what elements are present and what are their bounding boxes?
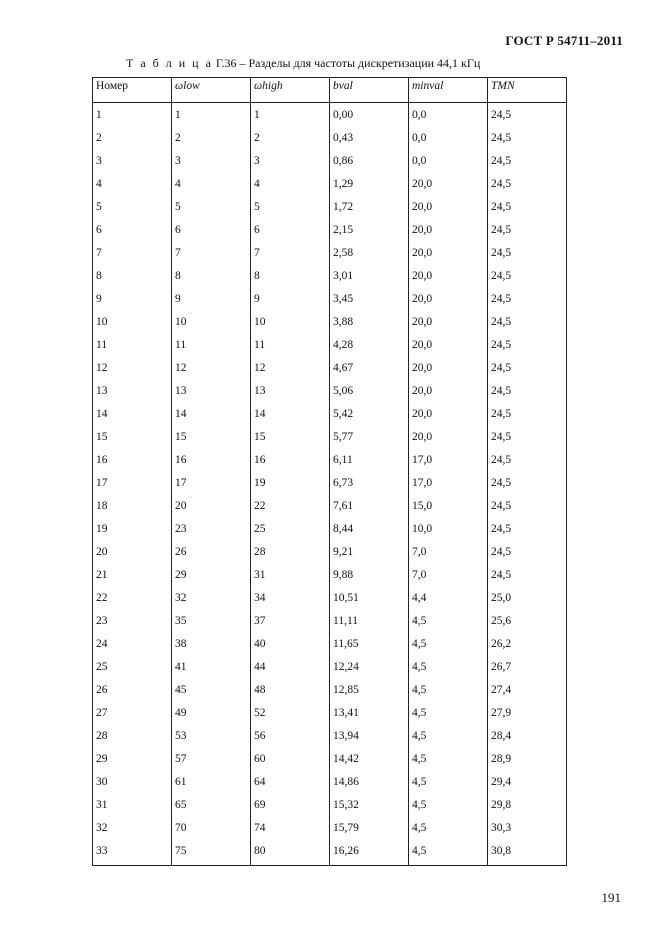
cell-tmn: 24,5 bbox=[488, 379, 567, 402]
cell-bval: 5,42 bbox=[330, 402, 409, 425]
cell-minval: 20,0 bbox=[409, 333, 488, 356]
column-header-bval: bval bbox=[330, 78, 409, 103]
cell-bval: 9,21 bbox=[330, 540, 409, 563]
cell-bval: 12,85 bbox=[330, 678, 409, 701]
cell-wlow: 65 bbox=[172, 793, 251, 816]
cell-tmn: 24,5 bbox=[488, 448, 567, 471]
cell-minval: 20,0 bbox=[409, 195, 488, 218]
cell-whigh: 19 bbox=[251, 471, 330, 494]
caption-prefix: Т а б л и ц а bbox=[126, 56, 213, 70]
cell-number: 16 bbox=[93, 448, 172, 471]
cell-whigh: 56 bbox=[251, 724, 330, 747]
cell-wlow: 13 bbox=[172, 379, 251, 402]
cell-whigh: 7 bbox=[251, 241, 330, 264]
cell-number: 1 bbox=[93, 103, 172, 126]
cell-bval: 12,24 bbox=[330, 655, 409, 678]
table-row bbox=[93, 333, 567, 356]
table-row bbox=[93, 701, 567, 724]
table-row bbox=[93, 287, 567, 310]
cell-bval: 5,77 bbox=[330, 425, 409, 448]
cell-whigh: 37 bbox=[251, 609, 330, 632]
cell-tmn: 24,5 bbox=[488, 402, 567, 425]
cell-whigh: 52 bbox=[251, 701, 330, 724]
cell-wlow: 10 bbox=[172, 310, 251, 333]
table-row bbox=[93, 103, 567, 126]
cell-wlow: 9 bbox=[172, 287, 251, 310]
table-row bbox=[93, 126, 567, 149]
cell-minval: 0,0 bbox=[409, 149, 488, 172]
cell-minval: 20,0 bbox=[409, 218, 488, 241]
cell-bval: 2,58 bbox=[330, 241, 409, 264]
cell-number: 32 bbox=[93, 816, 172, 839]
cell-wlow: 75 bbox=[172, 839, 251, 866]
cell-wlow: 26 bbox=[172, 540, 251, 563]
cell-bval: 9,88 bbox=[330, 563, 409, 586]
cell-whigh: 60 bbox=[251, 747, 330, 770]
cell-bval: 3,88 bbox=[330, 310, 409, 333]
cell-tmn: 30,3 bbox=[488, 816, 567, 839]
cell-tmn: 24,5 bbox=[488, 103, 567, 126]
cell-number: 19 bbox=[93, 517, 172, 540]
cell-minval: 20,0 bbox=[409, 172, 488, 195]
cell-number: 31 bbox=[93, 793, 172, 816]
table-row bbox=[93, 425, 567, 448]
cell-number: 18 bbox=[93, 494, 172, 517]
cell-wlow: 29 bbox=[172, 563, 251, 586]
cell-minval: 4,5 bbox=[409, 724, 488, 747]
cell-whigh: 69 bbox=[251, 793, 330, 816]
cell-tmn: 24,5 bbox=[488, 471, 567, 494]
cell-whigh: 48 bbox=[251, 678, 330, 701]
table-row bbox=[93, 356, 567, 379]
table-row bbox=[93, 517, 567, 540]
table-row bbox=[93, 471, 567, 494]
cell-minval: 20,0 bbox=[409, 356, 488, 379]
column-header-number: Номер bbox=[93, 78, 172, 103]
table-row bbox=[93, 747, 567, 770]
cell-wlow: 15 bbox=[172, 425, 251, 448]
cell-minval: 4,5 bbox=[409, 678, 488, 701]
table-row bbox=[93, 724, 567, 747]
cell-bval: 4,67 bbox=[330, 356, 409, 379]
cell-tmn: 24,5 bbox=[488, 333, 567, 356]
column-header-whigh: ωhigh bbox=[251, 78, 330, 103]
cell-bval: 1,72 bbox=[330, 195, 409, 218]
cell-wlow: 3 bbox=[172, 149, 251, 172]
cell-number: 11 bbox=[93, 333, 172, 356]
cell-wlow: 53 bbox=[172, 724, 251, 747]
cell-tmn: 24,5 bbox=[488, 287, 567, 310]
cell-whigh: 14 bbox=[251, 402, 330, 425]
cell-bval: 13,41 bbox=[330, 701, 409, 724]
cell-bval: 0,43 bbox=[330, 126, 409, 149]
cell-tmn: 28,4 bbox=[488, 724, 567, 747]
cell-number: 33 bbox=[93, 839, 172, 866]
cell-minval: 4,5 bbox=[409, 839, 488, 866]
cell-minval: 20,0 bbox=[409, 379, 488, 402]
cell-number: 9 bbox=[93, 287, 172, 310]
cell-tmn: 24,5 bbox=[488, 126, 567, 149]
cell-whigh: 9 bbox=[251, 287, 330, 310]
cell-whigh: 8 bbox=[251, 264, 330, 287]
cell-bval: 14,86 bbox=[330, 770, 409, 793]
cell-minval: 17,0 bbox=[409, 448, 488, 471]
column-header-minval: minval bbox=[409, 78, 488, 103]
cell-number: 28 bbox=[93, 724, 172, 747]
cell-tmn: 29,4 bbox=[488, 770, 567, 793]
cell-bval: 15,79 bbox=[330, 816, 409, 839]
cell-wlow: 45 bbox=[172, 678, 251, 701]
cell-minval: 4,5 bbox=[409, 770, 488, 793]
table-row bbox=[93, 839, 567, 866]
cell-number: 2 bbox=[93, 126, 172, 149]
cell-minval: 4,5 bbox=[409, 701, 488, 724]
cell-tmn: 25,0 bbox=[488, 586, 567, 609]
cell-tmn: 24,5 bbox=[488, 241, 567, 264]
cell-minval: 10,0 bbox=[409, 517, 488, 540]
cell-bval: 3,01 bbox=[330, 264, 409, 287]
cell-tmn: 29,8 bbox=[488, 793, 567, 816]
cell-whigh: 4 bbox=[251, 172, 330, 195]
cell-whigh: 74 bbox=[251, 816, 330, 839]
cell-wlow: 49 bbox=[172, 701, 251, 724]
table-row bbox=[93, 793, 567, 816]
table-row bbox=[93, 816, 567, 839]
cell-wlow: 8 bbox=[172, 264, 251, 287]
table-row bbox=[93, 655, 567, 678]
cell-number: 30 bbox=[93, 770, 172, 793]
cell-wlow: 70 bbox=[172, 816, 251, 839]
caption-text: Г.36 – Разделы для частоты дискретизации 44,1 кГц bbox=[212, 56, 481, 70]
cell-bval: 14,42 bbox=[330, 747, 409, 770]
cell-bval: 5,06 bbox=[330, 379, 409, 402]
cell-minval: 7,0 bbox=[409, 563, 488, 586]
cell-number: 15 bbox=[93, 425, 172, 448]
cell-bval: 8,44 bbox=[330, 517, 409, 540]
cell-bval: 13,94 bbox=[330, 724, 409, 747]
cell-number: 5 bbox=[93, 195, 172, 218]
cell-number: 12 bbox=[93, 356, 172, 379]
cell-tmn: 24,5 bbox=[488, 425, 567, 448]
cell-bval: 1,29 bbox=[330, 172, 409, 195]
cell-wlow: 23 bbox=[172, 517, 251, 540]
cell-tmn: 26,7 bbox=[488, 655, 567, 678]
cell-whigh: 15 bbox=[251, 425, 330, 448]
cell-minval: 17,0 bbox=[409, 471, 488, 494]
cell-number: 25 bbox=[93, 655, 172, 678]
cell-wlow: 32 bbox=[172, 586, 251, 609]
cell-wlow: 1 bbox=[172, 103, 251, 126]
cell-minval: 20,0 bbox=[409, 402, 488, 425]
cell-minval: 20,0 bbox=[409, 264, 488, 287]
cell-wlow: 17 bbox=[172, 471, 251, 494]
cell-bval: 0,86 bbox=[330, 149, 409, 172]
cell-wlow: 14 bbox=[172, 402, 251, 425]
cell-number: 8 bbox=[93, 264, 172, 287]
cell-tmn: 27,4 bbox=[488, 678, 567, 701]
table-row bbox=[93, 149, 567, 172]
cell-minval: 20,0 bbox=[409, 425, 488, 448]
cell-wlow: 61 bbox=[172, 770, 251, 793]
cell-number: 22 bbox=[93, 586, 172, 609]
cell-minval: 4,5 bbox=[409, 632, 488, 655]
cell-whigh: 28 bbox=[251, 540, 330, 563]
cell-whigh: 6 bbox=[251, 218, 330, 241]
cell-number: 26 bbox=[93, 678, 172, 701]
table-row bbox=[93, 402, 567, 425]
cell-minval: 7,0 bbox=[409, 540, 488, 563]
cell-minval: 4,5 bbox=[409, 609, 488, 632]
cell-tmn: 24,5 bbox=[488, 264, 567, 287]
cell-tmn: 24,5 bbox=[488, 494, 567, 517]
cell-number: 20 bbox=[93, 540, 172, 563]
cell-tmn: 24,5 bbox=[488, 356, 567, 379]
cell-wlow: 35 bbox=[172, 609, 251, 632]
cell-bval: 11,65 bbox=[330, 632, 409, 655]
table-row bbox=[93, 678, 567, 701]
cell-tmn: 24,5 bbox=[488, 540, 567, 563]
cell-tmn: 24,5 bbox=[488, 149, 567, 172]
cell-tmn: 24,5 bbox=[488, 563, 567, 586]
cell-minval: 4,5 bbox=[409, 793, 488, 816]
cell-wlow: 7 bbox=[172, 241, 251, 264]
cell-bval: 16,26 bbox=[330, 839, 409, 866]
table-row bbox=[93, 563, 567, 586]
table-row bbox=[93, 195, 567, 218]
table-row bbox=[93, 264, 567, 287]
cell-tmn: 24,5 bbox=[488, 517, 567, 540]
cell-whigh: 25 bbox=[251, 517, 330, 540]
cell-minval: 0,0 bbox=[409, 103, 488, 126]
cell-minval: 20,0 bbox=[409, 287, 488, 310]
table-caption bbox=[126, 56, 596, 71]
cell-number: 29 bbox=[93, 747, 172, 770]
page-number: 191 bbox=[601, 890, 621, 905]
cell-number: 10 bbox=[93, 310, 172, 333]
standard-designation: ГОСТ Р 54711–2011 bbox=[505, 33, 623, 48]
cell-minval: 0,0 bbox=[409, 126, 488, 149]
cell-minval: 20,0 bbox=[409, 241, 488, 264]
cell-number: 24 bbox=[93, 632, 172, 655]
cell-minval: 4,4 bbox=[409, 586, 488, 609]
cell-wlow: 5 bbox=[172, 195, 251, 218]
cell-bval: 4,28 bbox=[330, 333, 409, 356]
table-row bbox=[93, 172, 567, 195]
cell-bval: 6,73 bbox=[330, 471, 409, 494]
column-header-tmn: TMN bbox=[488, 78, 567, 103]
table-row bbox=[93, 379, 567, 402]
column-header-wlow: ωlow bbox=[172, 78, 251, 103]
cell-whigh: 16 bbox=[251, 448, 330, 471]
cell-bval: 7,61 bbox=[330, 494, 409, 517]
table-row bbox=[93, 770, 567, 793]
cell-number: 7 bbox=[93, 241, 172, 264]
cell-whigh: 64 bbox=[251, 770, 330, 793]
cell-tmn: 24,5 bbox=[488, 310, 567, 333]
cell-wlow: 11 bbox=[172, 333, 251, 356]
cell-number: 27 bbox=[93, 701, 172, 724]
cell-wlow: 6 bbox=[172, 218, 251, 241]
cell-tmn: 28,9 bbox=[488, 747, 567, 770]
table-row bbox=[93, 540, 567, 563]
table-row bbox=[93, 609, 567, 632]
table-row bbox=[93, 448, 567, 471]
table-row bbox=[93, 632, 567, 655]
cell-wlow: 20 bbox=[172, 494, 251, 517]
cell-minval: 4,5 bbox=[409, 747, 488, 770]
cell-wlow: 57 bbox=[172, 747, 251, 770]
cell-whigh: 2 bbox=[251, 126, 330, 149]
cell-tmn: 24,5 bbox=[488, 172, 567, 195]
cell-number: 4 bbox=[93, 172, 172, 195]
cell-whigh: 10 bbox=[251, 310, 330, 333]
cell-whigh: 34 bbox=[251, 586, 330, 609]
cell-number: 17 bbox=[93, 471, 172, 494]
cell-tmn: 26,2 bbox=[488, 632, 567, 655]
table-row bbox=[93, 218, 567, 241]
cell-whigh: 5 bbox=[251, 195, 330, 218]
cell-whigh: 1 bbox=[251, 103, 330, 126]
partition-table bbox=[92, 77, 567, 866]
table-header-row bbox=[93, 78, 567, 103]
cell-bval: 6,11 bbox=[330, 448, 409, 471]
cell-bval: 3,45 bbox=[330, 287, 409, 310]
cell-number: 21 bbox=[93, 563, 172, 586]
cell-wlow: 38 bbox=[172, 632, 251, 655]
cell-number: 14 bbox=[93, 402, 172, 425]
cell-whigh: 80 bbox=[251, 839, 330, 866]
cell-minval: 4,5 bbox=[409, 655, 488, 678]
table-row bbox=[93, 310, 567, 333]
cell-minval: 20,0 bbox=[409, 310, 488, 333]
cell-whigh: 44 bbox=[251, 655, 330, 678]
cell-tmn: 25,6 bbox=[488, 609, 567, 632]
cell-minval: 4,5 bbox=[409, 816, 488, 839]
cell-wlow: 4 bbox=[172, 172, 251, 195]
table-row bbox=[93, 241, 567, 264]
cell-whigh: 31 bbox=[251, 563, 330, 586]
cell-wlow: 41 bbox=[172, 655, 251, 678]
cell-whigh: 40 bbox=[251, 632, 330, 655]
cell-minval: 15,0 bbox=[409, 494, 488, 517]
cell-number: 23 bbox=[93, 609, 172, 632]
cell-whigh: 12 bbox=[251, 356, 330, 379]
table-row bbox=[93, 494, 567, 517]
cell-wlow: 2 bbox=[172, 126, 251, 149]
cell-number: 3 bbox=[93, 149, 172, 172]
cell-bval: 15,32 bbox=[330, 793, 409, 816]
cell-whigh: 3 bbox=[251, 149, 330, 172]
cell-wlow: 12 bbox=[172, 356, 251, 379]
cell-number: 6 bbox=[93, 218, 172, 241]
cell-whigh: 13 bbox=[251, 379, 330, 402]
cell-bval: 0,00 bbox=[330, 103, 409, 126]
cell-bval: 2,15 bbox=[330, 218, 409, 241]
cell-bval: 11,11 bbox=[330, 609, 409, 632]
cell-bval: 10,51 bbox=[330, 586, 409, 609]
cell-tmn: 24,5 bbox=[488, 195, 567, 218]
table-row bbox=[93, 586, 567, 609]
cell-whigh: 22 bbox=[251, 494, 330, 517]
cell-number: 13 bbox=[93, 379, 172, 402]
cell-tmn: 30,8 bbox=[488, 839, 567, 866]
cell-whigh: 11 bbox=[251, 333, 330, 356]
cell-wlow: 16 bbox=[172, 448, 251, 471]
cell-tmn: 27,9 bbox=[488, 701, 567, 724]
cell-tmn: 24,5 bbox=[488, 218, 567, 241]
